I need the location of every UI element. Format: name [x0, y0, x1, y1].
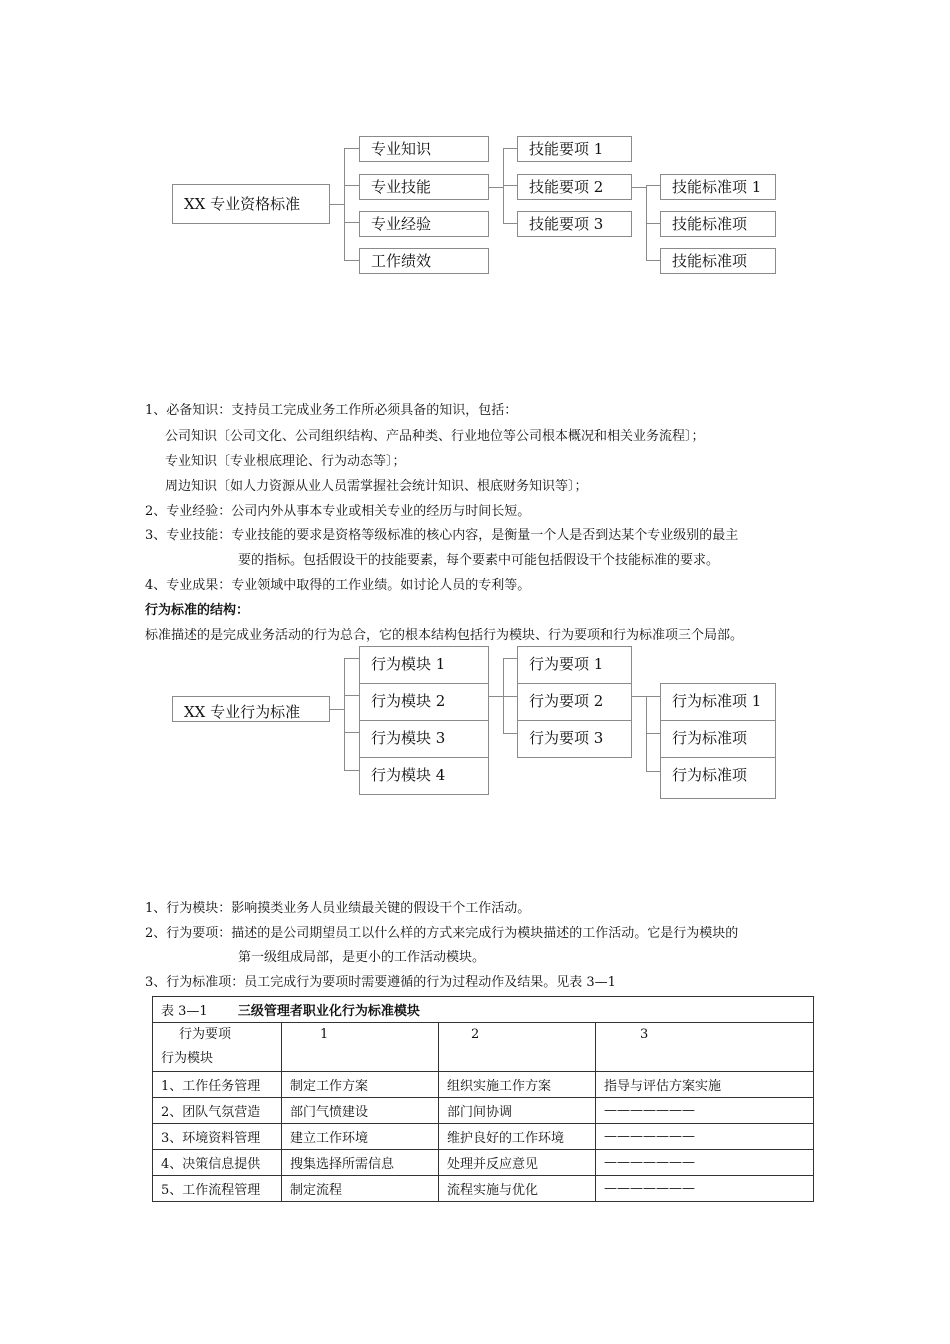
connector	[646, 223, 660, 224]
connector	[344, 695, 359, 696]
text-line: 要的指标。包括假设干的技能要素，每个要素中可能包括假设干个技能标准的要求。	[238, 553, 720, 568]
text-line: 公司知识〔公司文化、公司组织结构、产品种类、行业地位等公司根本概况和相关业务流程〕；	[165, 429, 705, 444]
table-cell: ———————	[596, 1124, 814, 1150]
text-line: 1、行为模块：影响摸类业务人员业绩最关键的假设干个工作活动。	[145, 901, 531, 916]
connector	[344, 770, 359, 771]
connector	[503, 658, 517, 659]
connector	[503, 148, 517, 149]
diagram1-level3-item: 技能标准项 1	[660, 174, 776, 200]
connector	[646, 771, 660, 772]
connector	[646, 733, 660, 734]
corner-top-label: 行为要项	[179, 1027, 232, 1042]
diagram1-level3-item: 技能标准项	[660, 248, 776, 274]
table-corner-header	[153, 1023, 282, 1072]
connector	[344, 222, 359, 223]
connector	[330, 709, 344, 710]
table-cell: 部门间协调	[439, 1098, 596, 1124]
connector	[503, 185, 517, 186]
connector	[503, 696, 517, 697]
table-label: 表 3—1	[161, 1004, 208, 1019]
table-cell: 1、工作任务管理	[153, 1072, 282, 1098]
diagram2-level3-item: 行为标准项	[660, 720, 776, 758]
table-cell: 搜集选择所需信息	[282, 1150, 439, 1176]
text-line: 标准描述的是完成业务活动的行为总合，它的根本结构包括行为模块、行为要项和行为标准项三个局部。	[145, 628, 744, 643]
table-header-row	[153, 1023, 814, 1072]
connector	[344, 658, 359, 659]
diagram1-level3-item: 技能标准项	[660, 211, 776, 237]
connector	[632, 696, 646, 697]
table-row	[153, 1176, 814, 1202]
table-cell: 建立工作环境	[282, 1124, 439, 1150]
diagram2-level3-item: 行为标准项 1	[660, 683, 776, 721]
diagram1-level1-item: 专业知识	[359, 136, 489, 162]
table-caption	[153, 997, 814, 1023]
connector	[646, 696, 660, 697]
section-heading: 行为标准的结构：	[145, 603, 250, 618]
text-line: 3、专业技能：专业技能的要求是资格等级标准的核心内容，是衡量一个人是否到达某个专业级别的最主	[145, 528, 739, 543]
diagram2-level1-item: 行为模块 1	[359, 646, 489, 684]
diagram1-level1-item: 专业技能	[359, 174, 489, 200]
connector	[489, 187, 503, 188]
connector	[344, 185, 359, 186]
diagram1-level1-item: 工作绩效	[359, 248, 489, 274]
connector	[646, 260, 660, 261]
connector	[344, 658, 345, 770]
table-cell: 维护良好的工作环境	[439, 1124, 596, 1150]
text-line: 1、必备知识：支持员工完成业务工作所必须具备的知识，包括：	[145, 403, 518, 418]
table-cell: 4、决策信息提供	[153, 1150, 282, 1176]
table-cell: 处理并反应意见	[439, 1150, 596, 1176]
table-cell: 2、团队气氛营造	[153, 1098, 282, 1124]
table-title: 三级管理者职业化行为标准模块	[237, 1004, 420, 1019]
table-row	[153, 1124, 814, 1150]
behavior-standard-table	[152, 996, 814, 1202]
text-line: 4、专业成果：专业领域中取得的工作业绩。如讨论人员的专利等。	[145, 578, 531, 593]
table-col-header: 2	[439, 1023, 596, 1072]
diagram2-level2-item: 行为要项 1	[517, 646, 632, 684]
diagram2-level1-item: 行为模块 3	[359, 720, 489, 758]
diagram1-level2-item: 技能要项 2	[517, 174, 632, 200]
connector	[503, 733, 517, 734]
connector	[503, 223, 517, 224]
connector	[632, 187, 646, 188]
connector	[489, 696, 503, 697]
text-line: 2、专业经验：公司内外从事本专业或相关专业的经历与时间长短。	[145, 504, 531, 519]
table-col-header: 3	[596, 1023, 814, 1072]
connector	[344, 148, 359, 149]
table-cell: 流程实施与优化	[439, 1176, 596, 1202]
connector	[330, 204, 344, 205]
connector	[344, 732, 359, 733]
diagram2-level2-item: 行为要项 2	[517, 683, 632, 721]
table-cell: ———————	[596, 1176, 814, 1202]
diagram2-level1-item: 行为模块 4	[359, 757, 489, 795]
diagram1-level1-item: 专业经验	[359, 211, 489, 237]
diagram2-level3-item: 行为标准项	[660, 757, 776, 799]
text-line: 3、行为标准项：员工完成行为要项时需要遵循的行为过程动作及结果。见表 3—1	[145, 975, 616, 990]
table-cell: 5、工作流程管理	[153, 1176, 282, 1202]
connector	[503, 148, 504, 224]
text-line: 2、行为要项：描述的是公司期望员工以什么样的方式来完成行为模块描述的工作活动。它是行为模块的	[145, 926, 739, 941]
table-row	[153, 1150, 814, 1176]
table-row	[153, 1098, 814, 1124]
connector	[646, 696, 647, 772]
text-line: 第一级组成局部，是更小的工作活动模块。	[238, 950, 486, 965]
table-cell: 部门气愤建设	[282, 1098, 439, 1124]
table-caption-row	[153, 997, 814, 1023]
table-cell: 指导与评估方案实施	[596, 1072, 814, 1098]
text-line: 周边知识〔如人力资源从业人员需掌握社会统计知识、根底财务知识等〕；	[165, 479, 588, 494]
connector	[344, 260, 359, 261]
table-cell: 制定流程	[282, 1176, 439, 1202]
table-cell: 组织实施工作方案	[439, 1072, 596, 1098]
connector	[646, 185, 660, 186]
diagram2-level2-item: 行为要项 3	[517, 720, 632, 758]
diagram2-root: XX 专业行为标准	[172, 696, 330, 722]
table-cell: ———————	[596, 1098, 814, 1124]
corner-bottom-label: 行为模块	[161, 1051, 214, 1066]
diagram1-level2-item: 技能要项 3	[517, 211, 632, 237]
table-cell: ———————	[596, 1150, 814, 1176]
table-cell: 3、环境资料管理	[153, 1124, 282, 1150]
diagram1-level2-item: 技能要项 1	[517, 136, 632, 162]
diagram2-level1-item: 行为模块 2	[359, 683, 489, 721]
text-line: 专业知识〔专业根底理论、行为动态等〕；	[165, 454, 406, 469]
diagram1-root: XX 专业资格标准	[172, 184, 330, 224]
table-row	[153, 1072, 814, 1098]
table-col-header: 1	[282, 1023, 439, 1072]
connector	[344, 148, 345, 260]
table-cell: 制定工作方案	[282, 1072, 439, 1098]
